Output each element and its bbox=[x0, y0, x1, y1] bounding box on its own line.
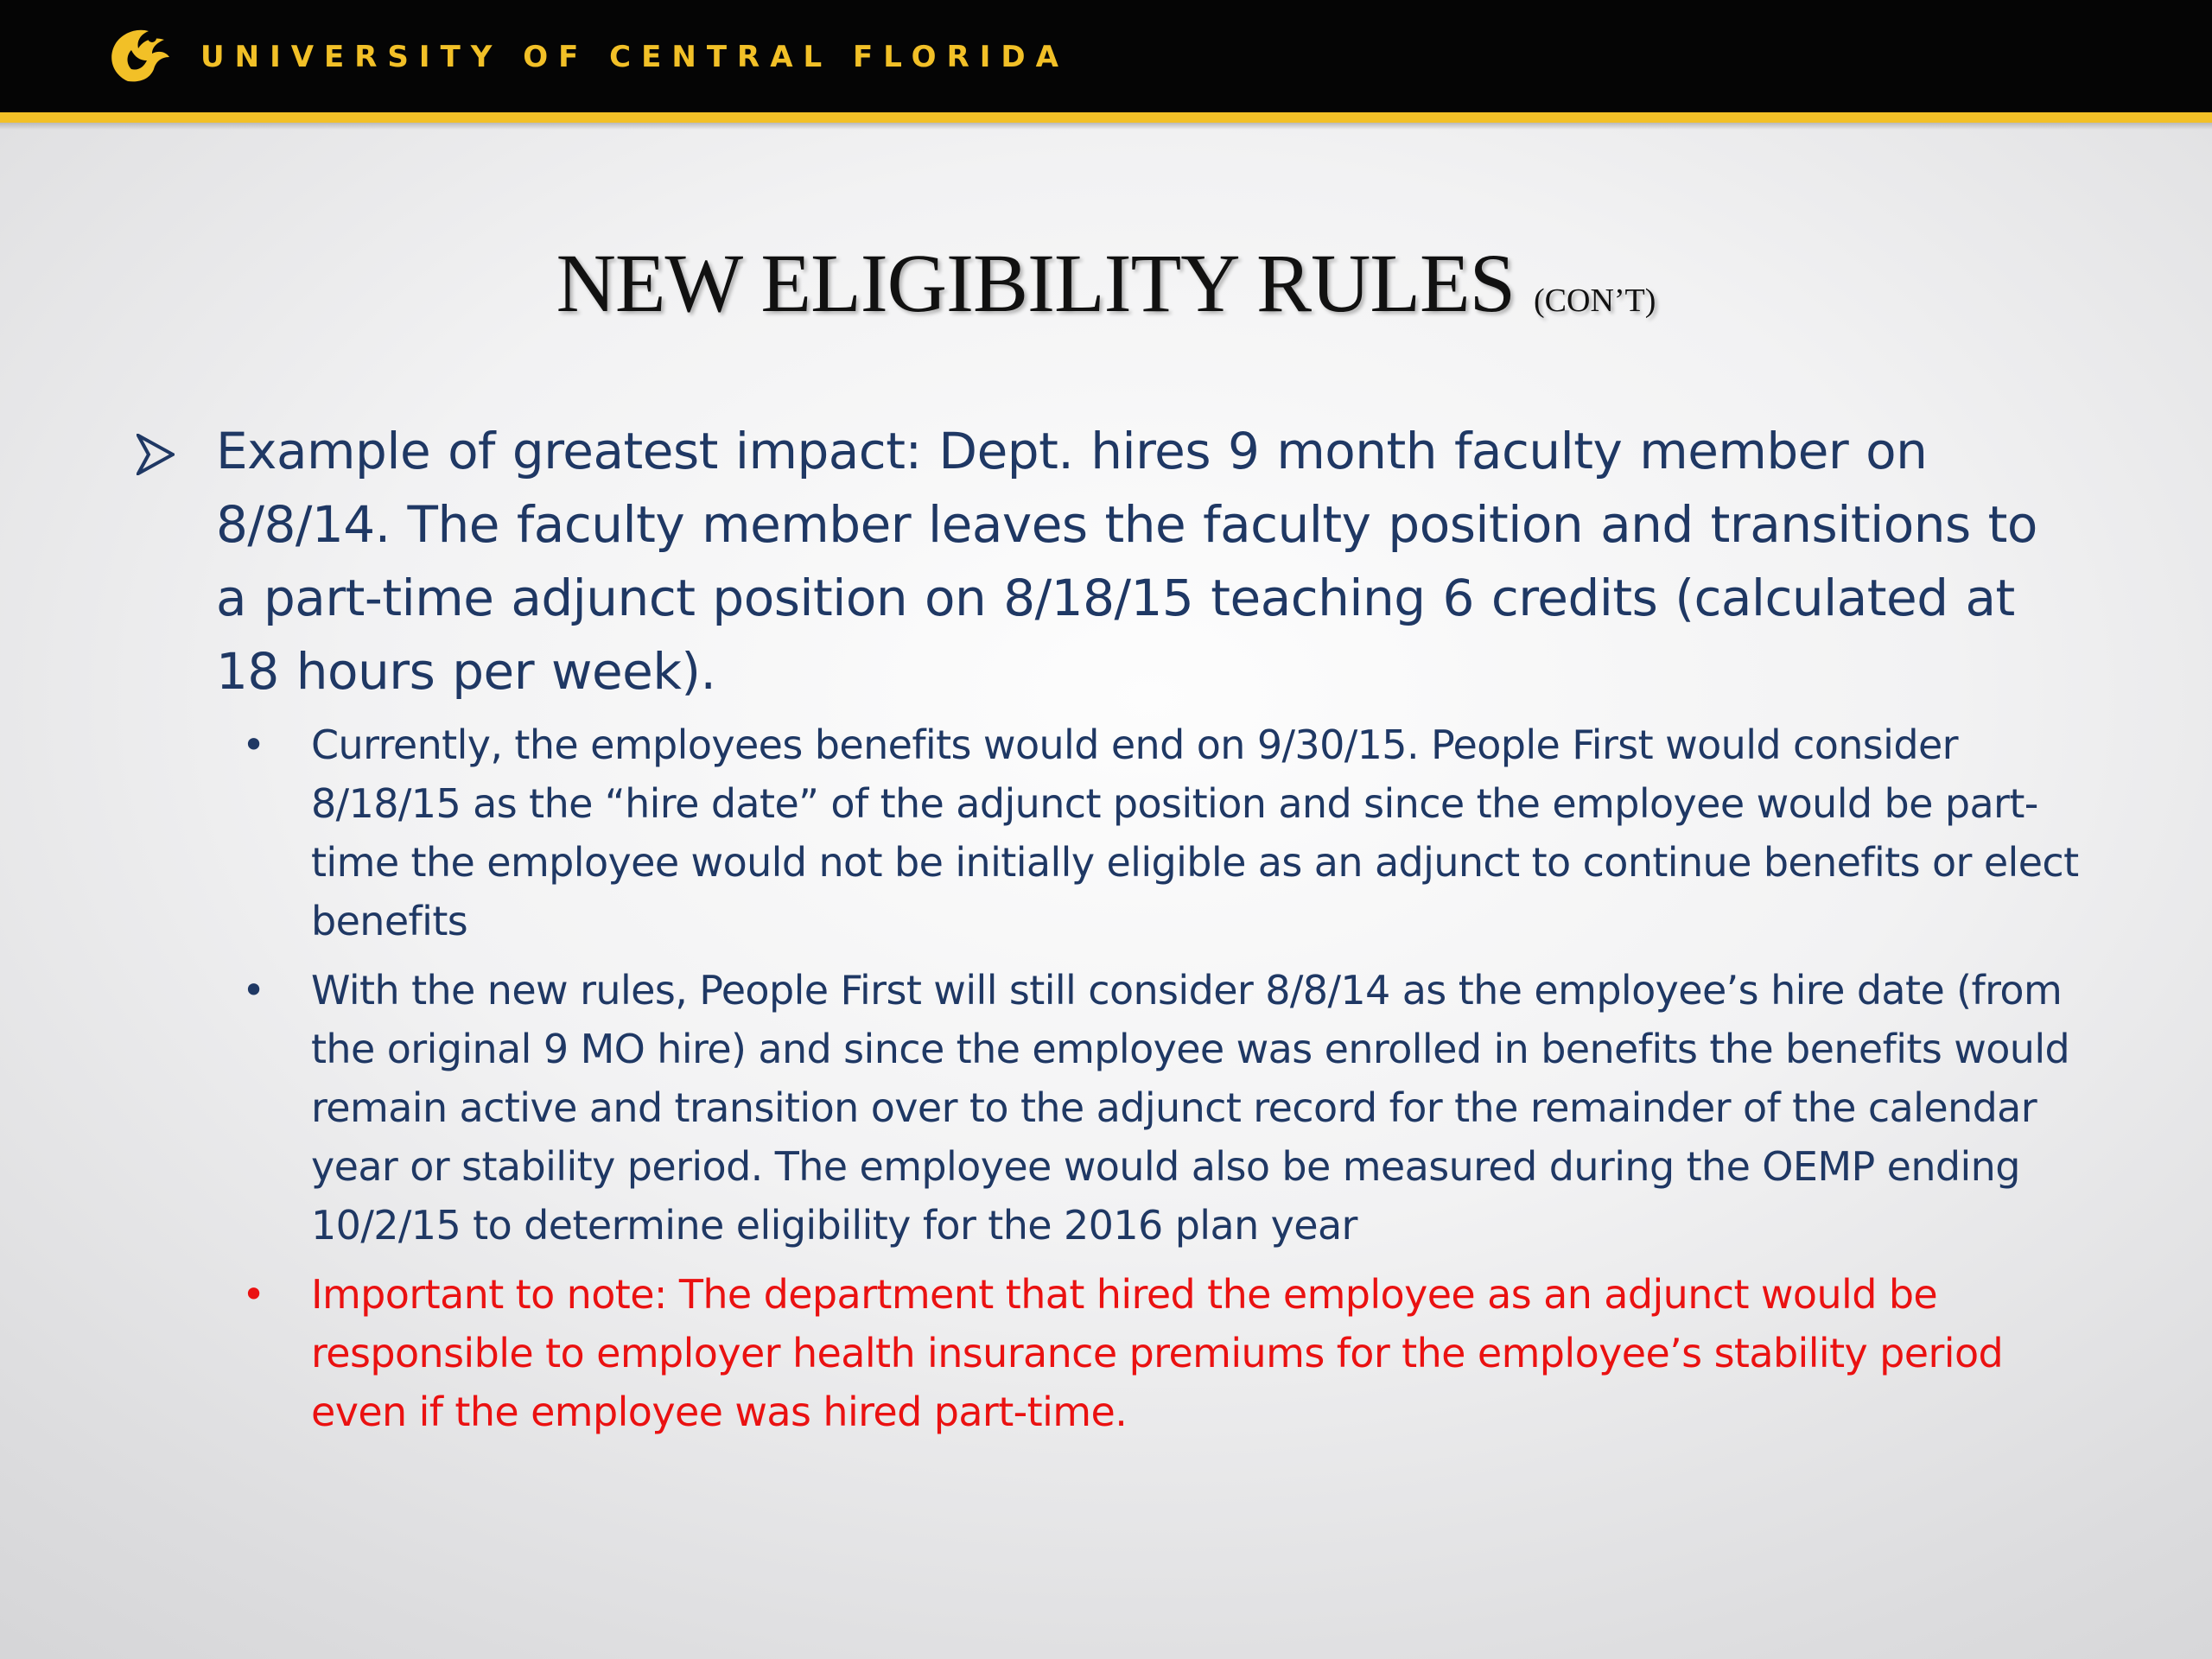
sub-bullet-list bbox=[130, 715, 2082, 1441]
pegasus-logo-icon bbox=[102, 21, 173, 92]
main-bullet bbox=[130, 415, 2082, 709]
slide-content bbox=[130, 415, 2082, 1452]
sub-bullet-text: Currently, the employees benefits would end on 9/30/15. People First would consider 8/18/15 as the “hire date” of the adjunct position and since the employee would be part-time the employee would not be initially eligible as an adjunct to continue benefits or elect benefits bbox=[311, 721, 2079, 944]
bullet-dot-icon: • bbox=[242, 967, 265, 1014]
slide-title-suffix: (CON’T) bbox=[1534, 283, 1656, 319]
slide-title-main: NEW ELIGIBILITY RULES bbox=[556, 237, 1516, 329]
sub-bullet-new-rules bbox=[242, 961, 2082, 1255]
sub-bullet-important-note bbox=[242, 1265, 2082, 1441]
main-bullet-text: Example of greatest impact: Dept. hires 9 month faculty member on 8/8/14. The faculty member leaves the faculty position and transitions to a part-time adjunct position on 8/18/15 teaching 6 credits (calculated at 18 hours per week). bbox=[216, 422, 2037, 701]
slide-title bbox=[0, 235, 2212, 331]
sub-bullet-text: Important to note: The department that hired the employee as an adjunct would be responsible to employer health insurance premiums for the employee’s stability period even if the employee was hired part-time. bbox=[311, 1271, 2004, 1435]
bullet-dot-icon: • bbox=[242, 1271, 265, 1318]
sub-bullet-current-rules bbox=[242, 715, 2082, 950]
sub-bullet-text: With the new rules, People First will still consider 8/8/14 as the employee’s hire date (from the original 9 MO hire) and since the employee was enrolled in benefits the benefits would remain active and transition over to the adjunct record for the remainder of the calendar year or stability period. The employee would also be measured during the OEMP ending 10/2/15 to determine eligibility for the 2016 plan year bbox=[311, 967, 2070, 1249]
bullet-dot-icon: • bbox=[242, 721, 265, 768]
university-name: UNIVERSITY OF CENTRAL FLORIDA bbox=[200, 40, 1069, 74]
arrow-bullet-icon bbox=[137, 434, 175, 475]
header-bar bbox=[0, 0, 2212, 123]
